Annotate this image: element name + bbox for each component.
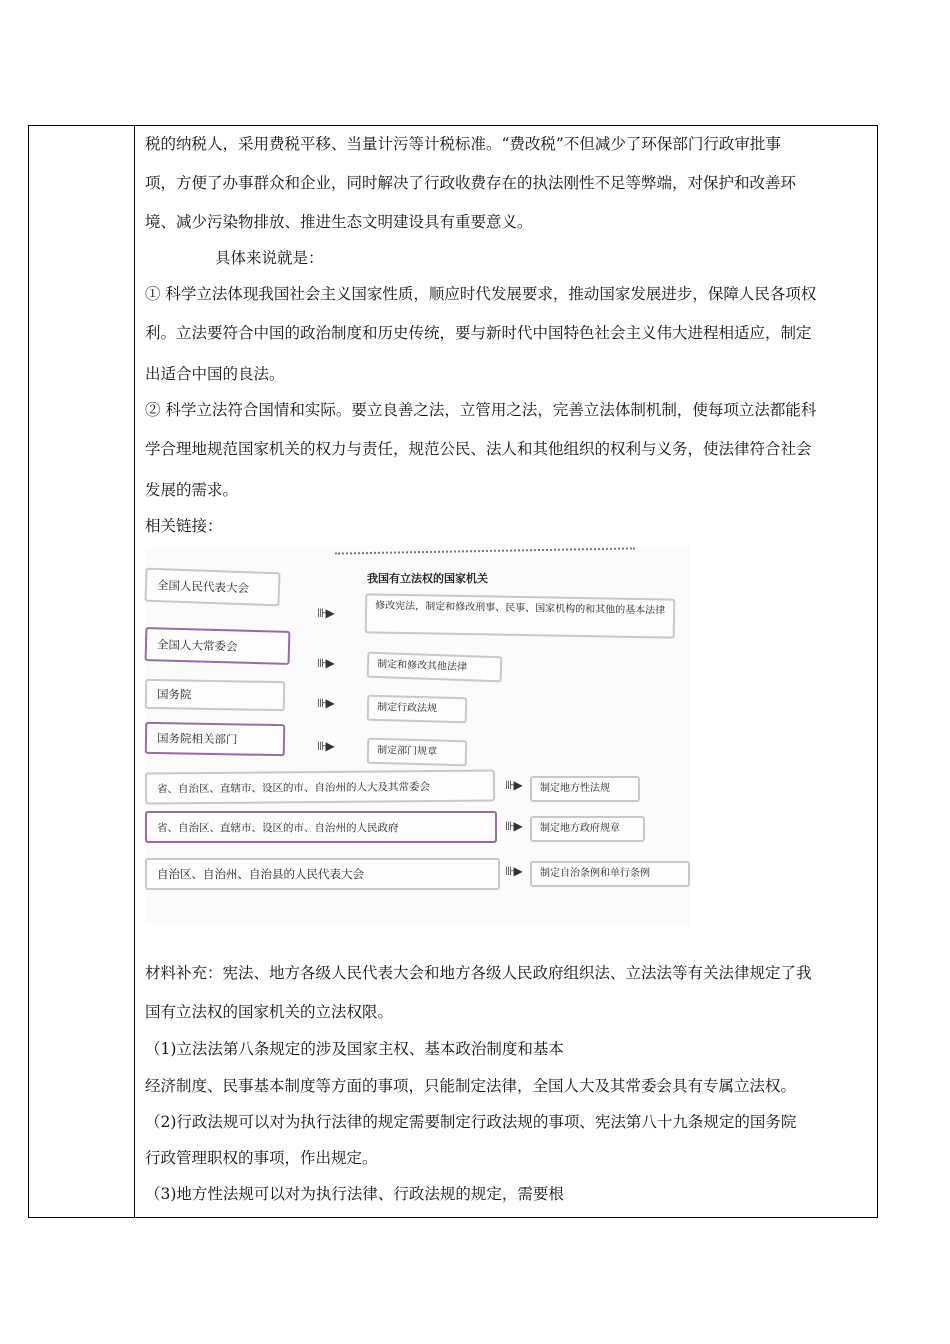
paragraph-line: 行政管理职权的事项，作出规定。 [145,1149,378,1167]
paragraph-line: 相关链接： [145,517,223,535]
arrow-icon: ⊪▶ [317,696,333,710]
paragraph-line: 国有立法权的国家机关的立法权限。 [145,1003,394,1021]
paragraph-line: 发展的需求。 [145,481,239,499]
paragraph-line: 经济制度、民事基本制度等方面的事项，只能制定法律，全国人大及其常委会具有专属立法权。 [145,1077,797,1095]
paragraph-line: 境、减少污染物排放、推进生态文明建设具有重要意义。 [145,213,533,231]
figure-title: 我国有立法权的国家机关 [367,572,488,585]
paragraph-line: ① 科学立法体现我国社会主义国家性质，顺应时代发展要求，推动国家发展进步，保障人民各项权 [145,285,817,303]
arrow-icon: ⊪▶ [505,819,521,833]
paragraph-line: （1)立法法第八条规定的涉及国家主权、基本政治制度和基本 [145,1040,564,1058]
document-table [28,125,878,1218]
power-box: 修改宪法，制定和修改刑事、民事、国家机构的和其他的基本法律 [365,593,676,638]
power-box: 制定自治条例和单行条例 [530,861,690,887]
legislative-organs-figure [145,546,690,926]
arrow-icon: ⊪▶ [505,778,521,792]
paragraph-line: 学合理地规范国家机关的权力与责任，规范公民、法人和其他组织的权利与义务，使法律符合社会 [145,440,812,458]
paragraph-line: 税的纳税人，采用费税平移、当量计污等计税标准。“费改税”不但减少了环保部门行政审批事 [145,135,781,153]
power-box: 制定部门规章 [367,738,468,767]
paragraph-line: 项，方便了办事群众和企业，同时解决了行政收费存在的执法刚性不足等弊端，对保护和改善环 [145,174,797,192]
paragraph-line: 材料补充：宪法、地方各级人民代表大会和地方各级人民政府组织法、立法法等有关法律规定了我 [145,964,812,982]
arrow-icon: ⊪▶ [505,864,521,878]
arrow-icon: ⊪▶ [317,656,333,670]
table-left-column [29,126,135,1217]
paragraph-line: 具体来说就是： [215,249,324,267]
paragraph-line: 出适合中国的良法。 [145,365,285,383]
power-box: 制定地方性法规 [530,776,640,802]
organ-box: 省、自治区、直辖市、设区的市、自治州的人大及其常委会 [145,769,495,804]
organ-box: 国务院 [145,679,286,711]
paragraph-line: （3)地方性法规可以对为执行法律、行政法规的规定，需要根 [145,1185,564,1203]
paragraph-line: （2)行政法规可以对为执行法律的规定需要制定行政法规的事项、宪法第八十九条规定的国务院 [145,1113,797,1131]
organ-box: 全国人民代表大会 [144,568,280,607]
organ-box: 国务院相关部门 [145,722,286,756]
organ-box: 省、自治区、直辖市、设区的市、自治州的人民政府 [145,811,497,843]
organ-box: 自治区、自治州、自治县的人民代表大会 [145,858,500,890]
paragraph-line: 利。立法要符合中国的政治制度和历史传统，要与新时代中国特色社会主义伟大进程相适应，制定 [145,324,812,342]
power-box: 制定和修改其他法律 [367,652,503,683]
power-box: 制定地方政府规章 [530,816,645,842]
arrow-icon: ⊪▶ [317,606,333,620]
arrow-icon: ⊪▶ [317,739,333,753]
organ-box: 全国人大常委会 [145,627,291,665]
paragraph-line: ② 科学立法符合国情和实际。要立良善之法，立管用之法，完善立法体制机制，使每项立法都能科 [145,401,817,419]
power-box: 制定行政法规 [367,695,468,724]
